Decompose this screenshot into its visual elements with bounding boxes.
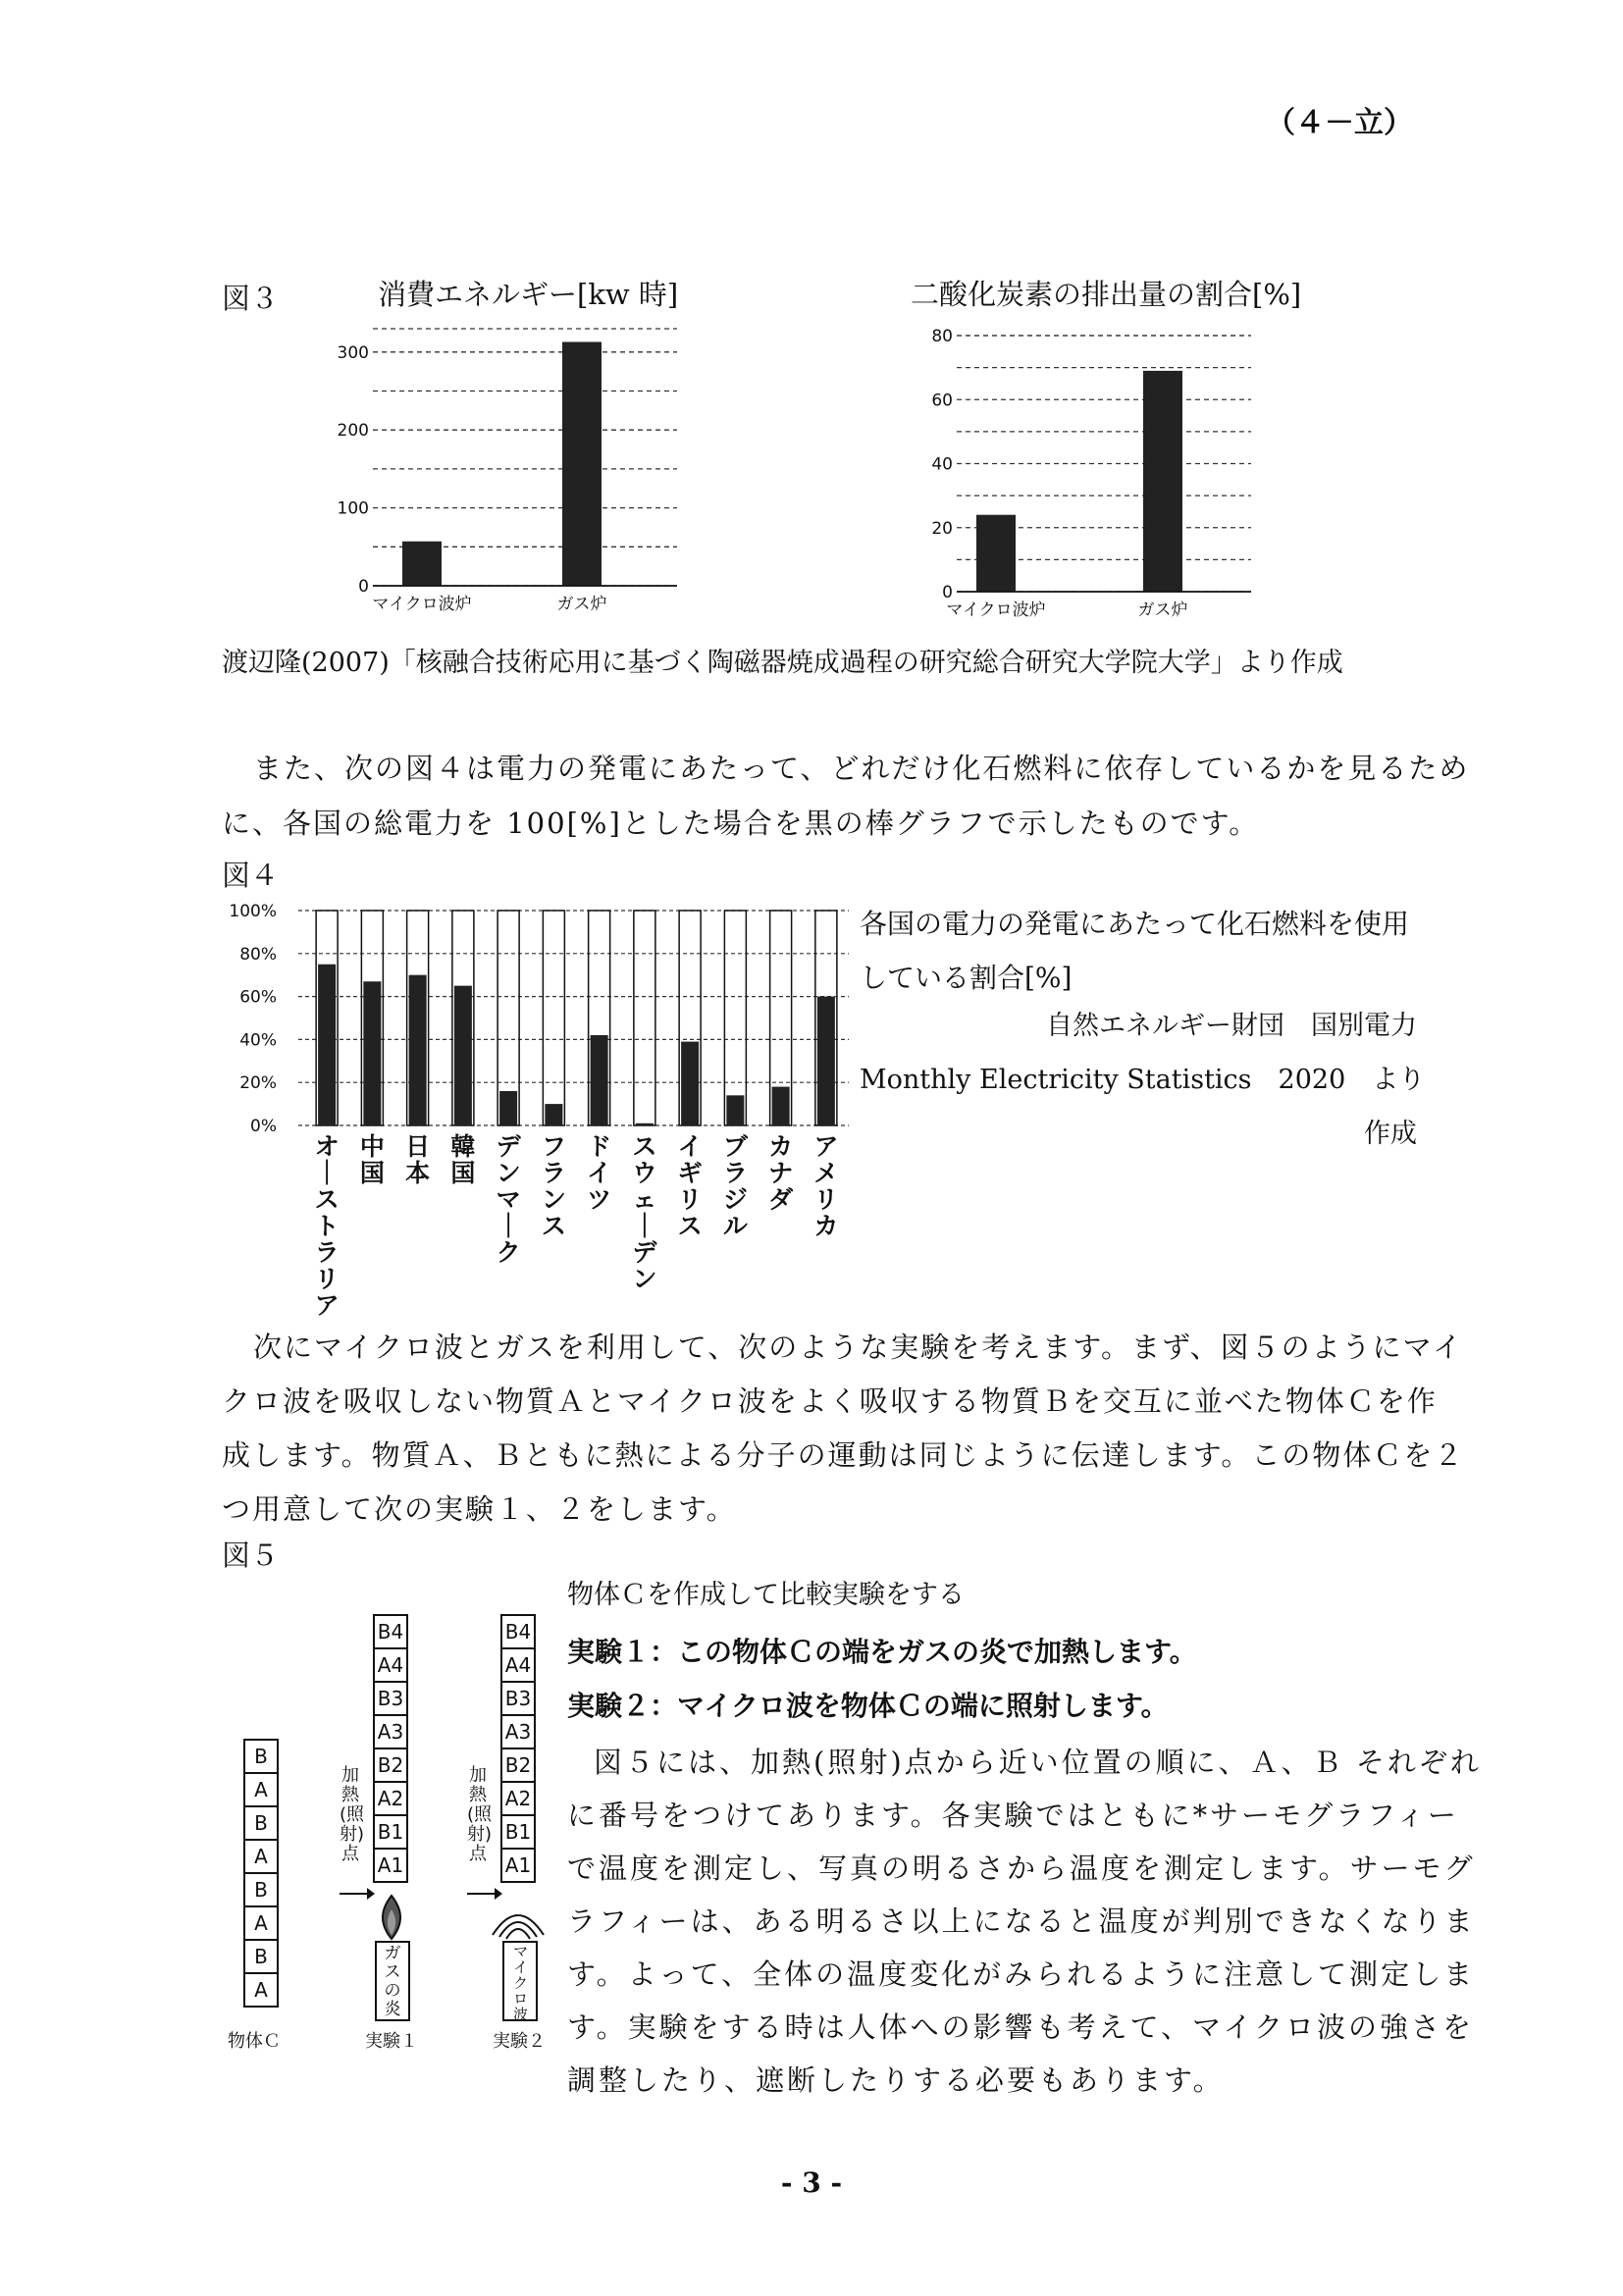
energy-chart-bar (402, 542, 442, 586)
fossil-chart-bar (817, 997, 835, 1125)
fig5-label: 図５ (222, 1539, 280, 1572)
exp1-block: B4 (373, 1614, 408, 1649)
gas-flame-label: ガスの炎 (375, 1941, 410, 2021)
fig3-chart1-title: 消費エネルギー[kw 時] (378, 278, 679, 311)
exp2-block: B1 (500, 1814, 536, 1850)
fig3-label: 図３ (222, 282, 280, 315)
fossil-chart-bar (409, 975, 427, 1125)
object-c-block: A (243, 1772, 279, 1807)
fig5-body-line6: す。実験をする時は人体への影響も考えて、マイクロ波の強さを (567, 2010, 1474, 2044)
object-c-column (243, 1739, 279, 2008)
co2-chart-tick-label: 40 (931, 454, 953, 475)
fossil-chart-tick-label: 60% (239, 987, 277, 1008)
fossil-chart-tick-label: 20% (239, 1073, 277, 1094)
fig4-source-line1: 自然エネルギー財団 国別電力 (1046, 1011, 1417, 1041)
exp2-block: B2 (500, 1748, 536, 1783)
fossil-chart-category-label: フランス (541, 1132, 566, 1240)
exp1-block: B3 (373, 1681, 408, 1716)
fossil-chart-total-box (543, 911, 564, 1125)
fossil-chart-tick-label: 80% (239, 944, 277, 965)
object-c-block: A (243, 1839, 279, 1874)
fossil-chart-category-label: デンマ｜ク (496, 1132, 521, 1267)
fig5-intro: 物体Ｃを作成して比較実験をする (567, 1580, 965, 1610)
fig4-label: 図４ (222, 859, 280, 892)
fig3-source: 渡辺隆(2007)「核融合技術応用に基づく陶磁器焼成過程の研究総合研究大学院大学」より作成 (222, 648, 1343, 678)
page-number: - 3 - (780, 2166, 843, 2199)
exp1-block: A1 (373, 1848, 408, 1883)
fossil-chart-total-box (634, 911, 655, 1125)
fossil-chart-category-label: カナダ (768, 1132, 794, 1214)
fossil-fuel-share-chart (216, 893, 854, 1325)
object-c-label: 物体Ｃ (228, 2031, 281, 2052)
exp2-block: B3 (500, 1681, 536, 1716)
fig5-body-line3: で温度を測定し、写真の明るさから温度を測定します。サーモグ (567, 1852, 1476, 1885)
object-c-block: B (243, 1805, 279, 1841)
fossil-chart-bar (499, 1091, 517, 1125)
fossil-chart-category-label: スウェ｜デン (632, 1132, 657, 1293)
object-c-block: A (243, 1972, 279, 2008)
exp1-block: A4 (373, 1647, 408, 1683)
fossil-chart-tick-label: 0% (250, 1117, 277, 1136)
exp1-block: A2 (373, 1781, 408, 1816)
fossil-chart-bar (545, 1104, 562, 1125)
co2-chart-category-label: ガス炉 (1137, 600, 1188, 620)
fossil-chart-bar (772, 1087, 790, 1125)
exp2-irradiation-point-label: 加熱(照射)点 (467, 1765, 493, 1864)
co2-chart-bar (1143, 371, 1182, 592)
fossil-chart-category-label: ブラジル (722, 1132, 748, 1240)
fossil-chart-category-label: 日本 (405, 1132, 431, 1187)
energy-consumption-chart (304, 319, 697, 623)
exp1-block: B2 (373, 1748, 408, 1783)
exp1-block: A3 (373, 1714, 408, 1749)
paragraph2-line1: 次にマイクロ波とガスを利用して、次のような実験を考えます。まず、図５のようにマイ (253, 1331, 1464, 1364)
fig5-body-line2: に番号をつけてあります。各実験ではともに*サーモグラフィー (567, 1799, 1459, 1832)
fossil-chart-bar (318, 965, 336, 1125)
fossil-chart-category-label: イギリス (677, 1132, 703, 1240)
energy-chart-bar (562, 341, 602, 586)
exp1-heating-point-label: 加熱(照射)点 (340, 1765, 365, 1864)
fossil-chart-tick-label: 40% (239, 1030, 277, 1051)
fossil-chart-bar (363, 981, 381, 1125)
microwave-waves-icon (487, 1896, 550, 1941)
page-header: （４－立） (1266, 106, 1413, 140)
fossil-chart-category-label: アメリカ (813, 1132, 839, 1240)
energy-chart-tick-label: 100 (337, 498, 369, 519)
paragraph2-line3: 成します。物質Ａ、Ｂともに熱による分子の運動は同じように伝達します。この物体Ｃを２ (222, 1438, 1465, 1472)
fig4-caption-line1: 各国の電力の発電にあたって化石燃料を使用 (860, 908, 1410, 940)
co2-emission-chart (898, 319, 1271, 623)
co2-chart-tick-label: 20 (931, 518, 953, 539)
co2-chart-category-label: マイクロ波炉 (946, 600, 1046, 620)
object-c-block: B (243, 1872, 279, 1907)
exp1-arrow-icon (338, 1884, 377, 1904)
object-c-block: B (243, 1739, 279, 1774)
fig4-source-line3: 作成 (1364, 1119, 1417, 1149)
fig4-source-line2: Monthly Electricity Statistics 2020 より (860, 1065, 1426, 1095)
microwave-label: マイクロ波 (502, 1941, 538, 2021)
fossil-chart-bar (681, 1042, 699, 1125)
exp2-label: 実験２ (493, 2031, 546, 2052)
fossil-chart-category-label: オ｜ストラリア (314, 1132, 340, 1320)
fig5-body-line4: ラフィーは、ある明るさ以上になると温度が判別できなくなりま (567, 1905, 1476, 1938)
energy-chart-tick-label: 0 (358, 577, 369, 597)
energy-chart-category-label: マイクロ波炉 (372, 595, 472, 614)
fossil-chart-tick-label: 100% (229, 902, 277, 921)
fossil-chart-bar (636, 1123, 654, 1125)
energy-chart-tick-label: 200 (337, 421, 369, 442)
fossil-chart-bar (454, 986, 472, 1125)
co2-chart-tick-label: 0 (942, 583, 953, 602)
exp1-block: B1 (373, 1814, 408, 1850)
energy-chart-tick-label: 300 (337, 342, 369, 363)
co2-chart-tick-label: 80 (931, 327, 953, 346)
gas-flame-icon (377, 1894, 406, 1943)
exp1-label: 実験１ (365, 2031, 418, 2052)
paragraph1-line1: また、次の図４は電力の発電にあたって、どれだけ化石燃料に依存しているかを見るため (253, 752, 1470, 785)
fossil-chart-category-label: ドイツ (587, 1132, 612, 1214)
fig5-exp1: 実験１：この物体Ｃの端をガスの炎で加熱します。 (567, 1636, 1197, 1668)
exp2-block: A3 (500, 1714, 536, 1749)
co2-chart-tick-label: 60 (931, 391, 953, 411)
exp2-block: B4 (500, 1614, 536, 1649)
fossil-chart-category-label: 韓国 (450, 1132, 476, 1187)
fossil-chart-bar (726, 1095, 744, 1125)
fossil-chart-category-label: 中国 (359, 1132, 385, 1187)
exp2-block: A4 (500, 1647, 536, 1683)
fig3-chart2-title: 二酸化炭素の排出量の割合[%] (911, 278, 1302, 311)
object-c-block: B (243, 1939, 279, 1974)
fig5-body-line5: す。よって、全体の温度変化がみられるように注意して測定しま (567, 1957, 1476, 1991)
paragraph2-line4: つ用意して次の実験１、２をします。 (222, 1492, 737, 1526)
fossil-chart-total-box (724, 911, 746, 1125)
paragraph2-line2: クロ波を吸収しない物質Ａとマイクロ波をよく吸収する物質Ｂを交互に並べた物体Ｃを作 (222, 1384, 1438, 1418)
exp1-column (373, 1614, 408, 1883)
fig5-body-line7: 調整したり、遮断したりする必要もあります。 (567, 2063, 1225, 2097)
fossil-chart-bar (591, 1035, 608, 1125)
fig5-body-line1: 図５には、加熱(照射)点から近い位置の順に、Ａ、Ｂ それぞれ (594, 1746, 1482, 1779)
co2-chart-bar (976, 515, 1016, 592)
exp2-column (500, 1614, 536, 1883)
object-c-block: A (243, 1905, 279, 1941)
energy-chart-category-label: ガス炉 (556, 595, 607, 614)
exp2-block: A2 (500, 1781, 536, 1816)
fig5-exp2: 実験２：マイクロ波を物体Ｃの端に照射します。 (567, 1690, 1169, 1722)
fig4-caption-line2: している割合[%] (860, 962, 1073, 994)
paragraph1-line2: に、各国の総電力を 100[%]とした場合を黒の棒グラフで示したものです。 (222, 807, 1260, 840)
exp2-block: A1 (500, 1848, 536, 1883)
